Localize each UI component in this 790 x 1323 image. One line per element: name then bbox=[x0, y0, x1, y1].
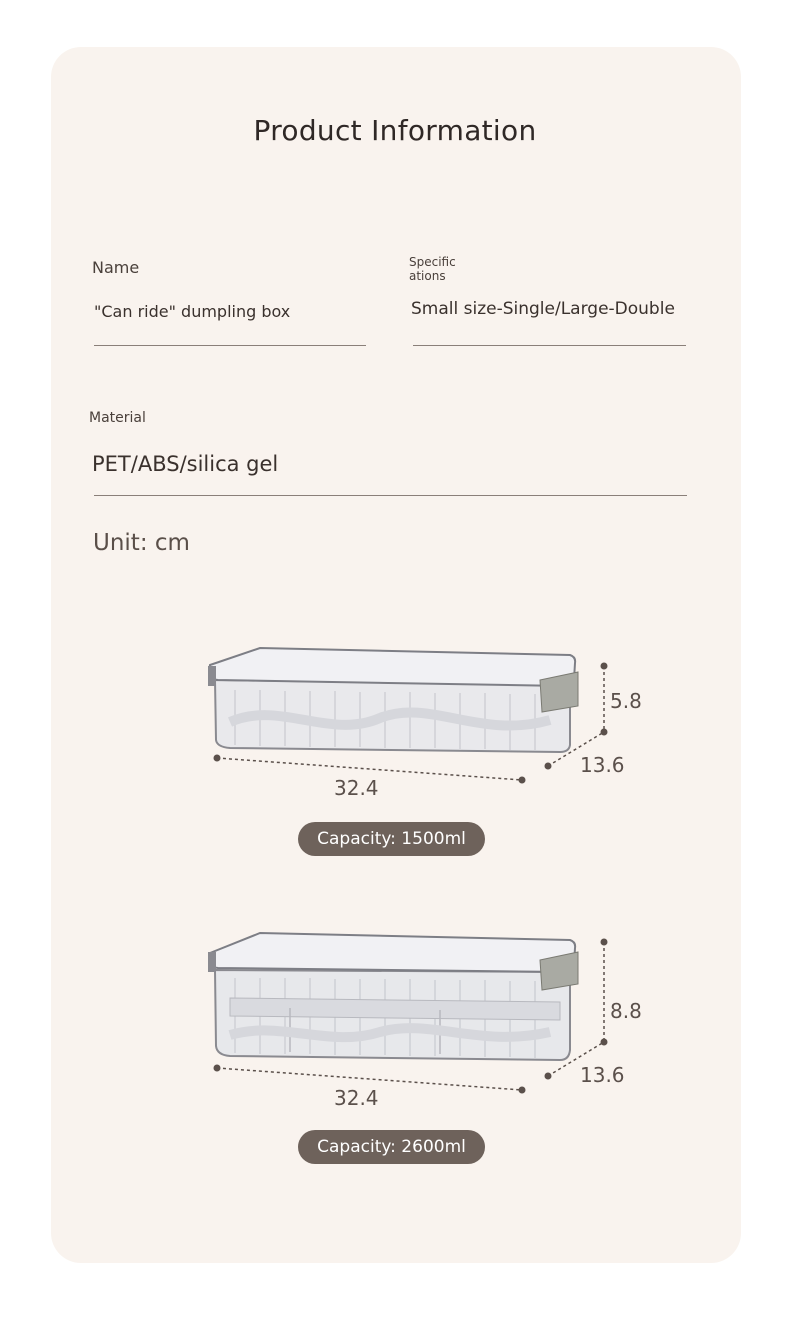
capacity-badge-large: Capacity: 2600ml bbox=[298, 1130, 485, 1164]
name-underline bbox=[94, 345, 366, 346]
large-box-diagram bbox=[190, 920, 650, 1115]
material-label: Material bbox=[89, 410, 146, 426]
small-height-value: 5.8 bbox=[610, 689, 642, 713]
small-width-value: 13.6 bbox=[580, 753, 625, 777]
material-underline bbox=[94, 495, 687, 496]
small-box-illustration bbox=[208, 648, 578, 752]
small-height-dimension bbox=[601, 663, 608, 736]
material-value: PET/ABS/silica gel bbox=[92, 452, 279, 476]
spec-underline bbox=[413, 345, 686, 346]
name-label: Name bbox=[92, 258, 140, 277]
name-value: "Can ride" dumpling box bbox=[94, 302, 291, 321]
spec-label-line2: ations bbox=[409, 269, 446, 283]
small-length-value: 32.4 bbox=[334, 776, 379, 800]
page-title: Product Information bbox=[253, 114, 537, 147]
large-length-value: 32.4 bbox=[334, 1086, 379, 1110]
large-height-value: 8.8 bbox=[610, 999, 642, 1023]
large-width-value: 13.6 bbox=[580, 1063, 625, 1087]
large-height-dimension bbox=[601, 939, 608, 1046]
spec-label bbox=[409, 255, 456, 283]
spec-label-line1: Specific bbox=[409, 255, 456, 269]
small-box-diagram bbox=[190, 630, 650, 805]
spec-value: Small size-Single/Large-Double bbox=[411, 299, 675, 319]
capacity-badge-small: Capacity: 1500ml bbox=[298, 822, 485, 856]
large-box-illustration bbox=[208, 933, 578, 1060]
unit-label: Unit: cm bbox=[93, 530, 190, 556]
